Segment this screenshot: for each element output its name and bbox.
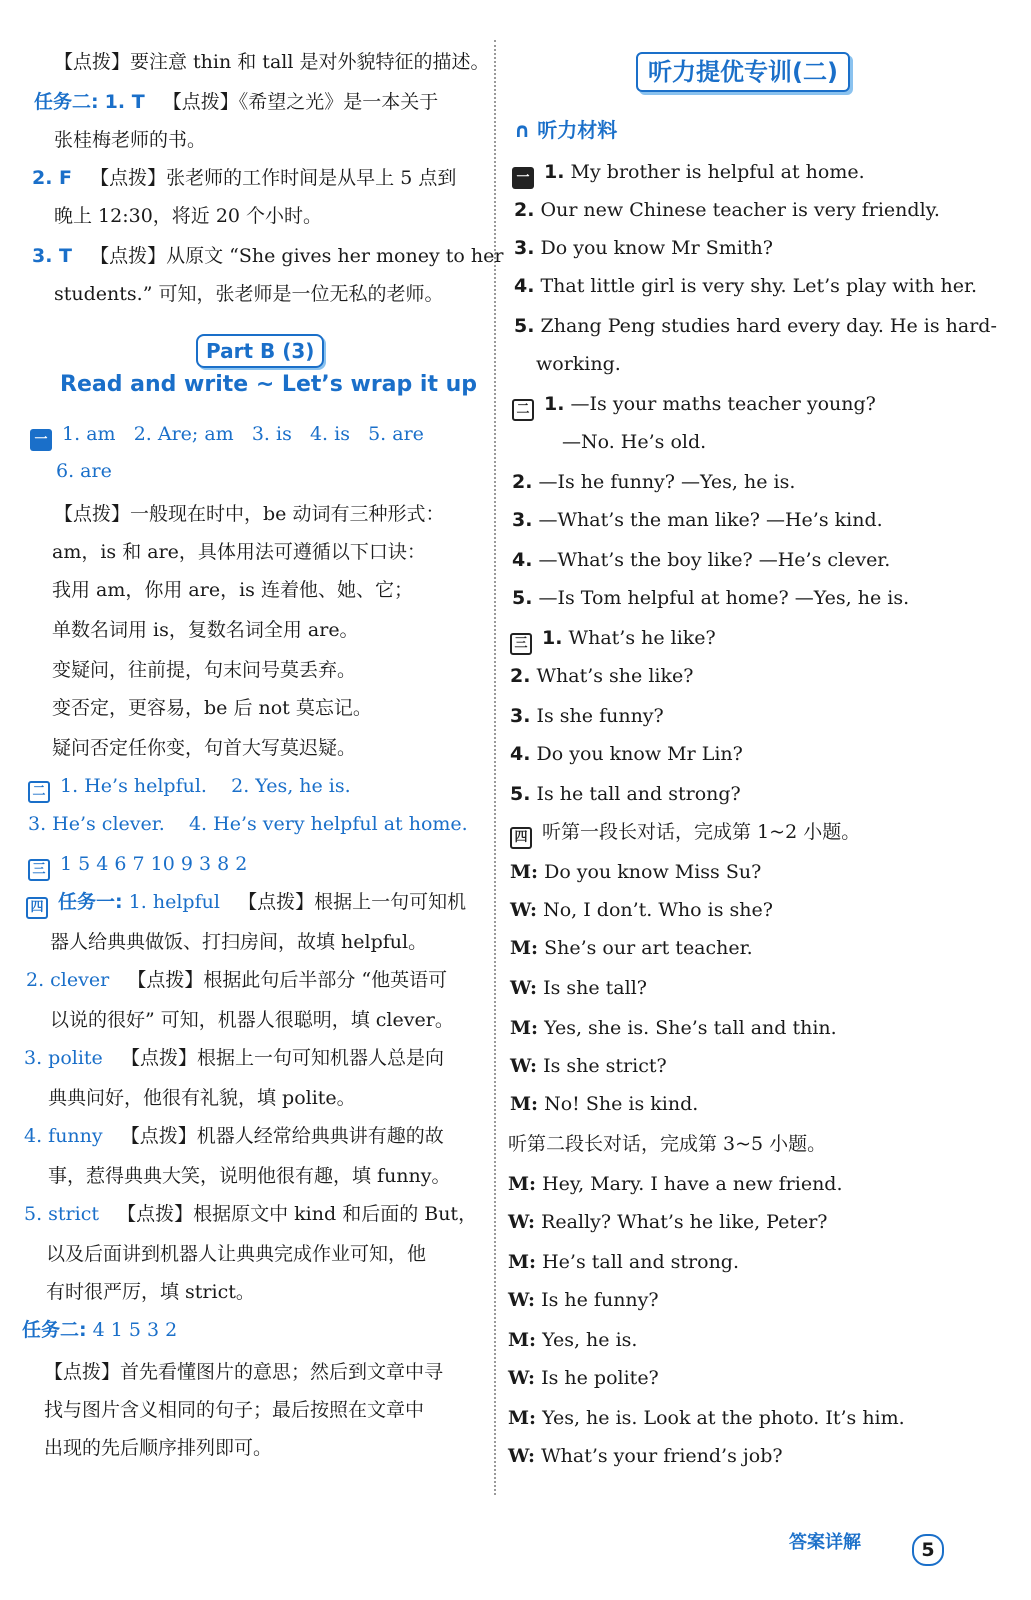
s4-intro: 听第一段长对话，完成第 1~2 小题。 — [542, 821, 861, 843]
s3-text: Do you know Mr Lin? — [536, 743, 743, 765]
q4-tip-3-cont: 典典问好，他很有礼貌，填 polite。 — [48, 1087, 356, 1109]
q4-tip-4-cont: 事，惹得典典大笑，说明他很有趣，填 funny。 — [48, 1165, 451, 1187]
tip-t2-2-cont: 晚上 12:30，将近 20 个小时。 — [54, 205, 323, 227]
task2-row-1 — [34, 88, 438, 116]
dialog2-line — [508, 1364, 659, 1392]
speaker: M: — [508, 1173, 537, 1195]
dialog1-line — [510, 1052, 667, 1080]
s2-item-3 — [512, 506, 883, 534]
speaker: W: — [508, 1211, 536, 1233]
s3-text: What’s he like? — [568, 627, 716, 649]
section-two-icon-right: 二 — [512, 399, 534, 421]
utterance: She’s our art teacher. — [544, 937, 753, 959]
q4-tip-3: 【点拨】根据上一句可知机器人总是向 — [120, 1047, 444, 1069]
s1-num: 2. — [514, 199, 535, 221]
utterance: No, I don’t. Who is she? — [543, 899, 773, 921]
q1-tip-6: 疑问否定任你变，句首大写莫迟疑。 — [52, 737, 357, 759]
utterance: Yes, he is. — [542, 1329, 638, 1351]
q4-tip-2-cont: 以说的很好” 可知，机器人很聪明，填 clever。 — [50, 1009, 454, 1031]
q4-tip-5: 【点拨】根据原文中 kind 和后面的 But， — [117, 1203, 478, 1225]
s1-text: That little girl is very shy. Let’s play with her. — [540, 275, 978, 297]
q4-tip-1-cont: 器人给典典做饭、打扫房间，故填 helpful。 — [50, 931, 428, 953]
dialog2-line — [508, 1248, 739, 1276]
dialog1-line — [510, 1090, 698, 1118]
speaker: M: — [510, 861, 539, 883]
q1-tip-3: 单数名词用 is，复数名词全用 are。 — [52, 619, 359, 641]
s1-item-2 — [514, 196, 940, 224]
q4-t2-tip-0: 【点拨】首先看懂图片的意思；然后到文章中寻 — [44, 1361, 444, 1383]
q1-tip-5: 变否定，更容易，be 后 not 莫忘记。 — [52, 697, 372, 719]
dialog2-line — [508, 1404, 905, 1432]
s3-num: 4. — [510, 743, 531, 765]
s1-item-3 — [514, 234, 773, 262]
s3-text: Is he tall and strong? — [536, 783, 741, 805]
q1-answers — [30, 420, 424, 451]
speaker: W: — [510, 899, 538, 921]
utterance: Do you know Miss Su? — [544, 861, 762, 883]
dialog1-line — [510, 974, 647, 1002]
dialog1-line — [510, 858, 761, 886]
q4-a3: 3. polite — [24, 1047, 103, 1069]
q4-tip-1: 【点拨】根据上一句可知机 — [238, 891, 467, 913]
dialog2-line — [508, 1326, 637, 1354]
q4-a5: 5. strict — [24, 1203, 99, 1225]
s3-item-2 — [510, 662, 693, 690]
s1-item-4 — [514, 272, 977, 300]
s2-item-5 — [512, 584, 909, 612]
tip-t2-3-cont: students.” 可知，张老师是一位无私的老师。 — [54, 283, 444, 305]
q4-row-2 — [26, 966, 447, 994]
section-four-icon-right: 四 — [510, 827, 532, 849]
s2-item-1-cont: —No. He’s old. — [562, 431, 707, 453]
s3-text: What’s she like? — [536, 665, 694, 687]
speaker: M: — [510, 1017, 539, 1039]
dialog1-line — [510, 896, 773, 924]
s2-item-1 — [512, 390, 876, 421]
q4-tip-2: 【点拨】根据此句后半部分 “他英语可 — [127, 969, 448, 991]
s1-num: 4. — [514, 275, 535, 297]
dialog2-line — [508, 1442, 783, 1470]
s1-num: 5. — [514, 315, 535, 337]
q1-a1: 1. am — [62, 423, 116, 445]
speaker: M: — [510, 937, 539, 959]
q2-a4: 4. He’s very helpful at home. — [188, 813, 468, 835]
speaker: W: — [508, 1445, 536, 1467]
dialog1-line — [510, 1014, 837, 1042]
s3-item-4 — [510, 740, 743, 768]
s1-num: 3. — [514, 237, 535, 259]
s1-item-5-cont: working. — [536, 353, 621, 375]
s2-num: 5. — [512, 587, 533, 609]
q2-a3: 3. He’s clever. — [28, 813, 165, 835]
s2-text: —What’s the man like? —He’s kind. — [538, 509, 883, 531]
task1-label: 任务一: — [58, 891, 123, 913]
utterance: Is she strict? — [543, 1055, 667, 1077]
dialog2-line — [508, 1208, 828, 1236]
s1-text: Our new Chinese teacher is very friendly. — [540, 199, 940, 221]
speaker: M: — [510, 1093, 539, 1115]
s1-item-5 — [514, 312, 997, 340]
q4-t2-tip-1: 找与图片含义相同的句子；最后按照在文章中 — [44, 1399, 425, 1421]
q4-tip-5-cont2: 有时很严厉，填 strict。 — [46, 1281, 255, 1303]
footer-logo: 答案详解 — [789, 1532, 861, 1553]
tip-line: 【点拨】要注意 thin 和 tall 是对外貌特征的描述。 — [54, 51, 490, 73]
q1-a5: 5. are — [368, 423, 424, 445]
utterance: No! She is kind. — [544, 1093, 699, 1115]
utterance: He’s tall and strong. — [542, 1251, 740, 1273]
q2-a1: 1. He’s helpful. — [60, 775, 207, 797]
speaker: W: — [508, 1367, 536, 1389]
s4-intro2: 听第二段长对话，完成第 3~5 小题。 — [508, 1133, 827, 1155]
utterance: Is he funny? — [541, 1289, 659, 1311]
q1-tip-2: 我用 am，你用 are，is 连着他、她、它； — [52, 579, 413, 601]
q1-a4: 4. is — [309, 423, 350, 445]
q4-row-5 — [24, 1200, 477, 1228]
page-number: 5 — [912, 1534, 944, 1566]
section-one-icon-right: 一 — [512, 167, 534, 189]
dialog2-line — [508, 1286, 659, 1314]
listening-material-label — [514, 114, 617, 143]
tip-t2-1-cont: 张桂梅老师的书。 — [54, 129, 207, 151]
q2-a2: 2. Yes, he is. — [231, 775, 351, 797]
s2-text: —Is he funny? —Yes, he is. — [538, 471, 796, 493]
s3-item-3 — [510, 702, 664, 730]
speaker: M: — [508, 1251, 537, 1273]
dialog2-line — [508, 1170, 843, 1198]
q4-t2-tip-2: 出现的先后顺序排列即可。 — [44, 1437, 273, 1459]
s1-item-1 — [512, 158, 865, 189]
s2-text: —Is your maths teacher young? — [570, 393, 876, 415]
q4-row-4 — [24, 1122, 444, 1150]
s3-num: 3. — [510, 705, 531, 727]
task2b-label: 任务二: — [22, 1319, 87, 1341]
tip-t2-1: 【点拨】《希望之光》是一本关于 — [162, 91, 439, 113]
s2-item-4 — [512, 546, 890, 574]
task2-row-2 — [32, 164, 456, 192]
s1-num: 1. — [544, 161, 565, 183]
q4-a1: 1. helpful — [128, 891, 220, 913]
q3-answers — [28, 850, 247, 881]
utterance: Is he polite? — [541, 1367, 659, 1389]
s2-num: 4. — [512, 549, 533, 571]
q1-tip-1: am，is 和 are，具体用法可遵循以下口诀： — [52, 541, 426, 563]
q1-a3: 3. is — [251, 423, 292, 445]
s1-text: Zhang Peng studies hard every day. He is hard- — [540, 315, 997, 337]
section-one-icon: 一 — [30, 429, 52, 451]
s1-text: Do you know Mr Smith? — [540, 237, 773, 259]
q2-answers-2 — [28, 810, 468, 838]
s3-text: Is she funny? — [536, 705, 664, 727]
utterance: Hey, Mary. I have a new friend. — [542, 1173, 843, 1195]
section-three-icon-right: 三 — [510, 633, 532, 655]
q1-a2: 2. Are; am — [133, 423, 234, 445]
listening-material-text: 听力材料 — [537, 118, 618, 142]
s2-item-2 — [512, 468, 795, 496]
utterance: What’s your friend’s job? — [541, 1445, 783, 1467]
listening-title: 听力提优专训(二) — [636, 52, 850, 92]
answer-t2-3: 3. T — [32, 245, 73, 267]
q4-tip-4: 【点拨】机器人经常给典典讲有趣的故 — [120, 1125, 444, 1147]
speaker: M: — [508, 1329, 537, 1351]
part-label: Part B (3) — [196, 334, 324, 368]
speaker: W: — [510, 977, 538, 999]
q4-t2-sequence: 4 1 5 3 2 — [92, 1319, 178, 1341]
q4-row-1 — [26, 888, 466, 919]
s2-num: 3. — [512, 509, 533, 531]
s4-intro-row — [510, 818, 860, 849]
utterance: Yes, she is. She’s tall and thin. — [544, 1017, 837, 1039]
q4-a4: 4. funny — [24, 1125, 103, 1147]
s3-num: 2. — [510, 665, 531, 687]
q3-sequence: 1 5 4 6 7 10 9 3 8 2 — [60, 853, 248, 875]
q4-task2 — [22, 1316, 177, 1344]
speaker: M: — [508, 1407, 537, 1429]
q4-row-3 — [24, 1044, 444, 1072]
section-four-icon: 四 — [26, 897, 48, 919]
q1-tip-0: 【点拨】一般现在时中，be 动词有三种形式： — [54, 503, 445, 525]
section-two-icon: 二 — [28, 781, 50, 803]
s3-num: 5. — [510, 783, 531, 805]
headphones-icon: ∩ — [514, 118, 531, 142]
utterance: Is she tall? — [543, 977, 647, 999]
q2-answers-1 — [28, 772, 351, 803]
q4-a2: 2. clever — [26, 969, 110, 991]
utterance: Really? What’s he like, Peter? — [541, 1211, 828, 1233]
section-three-icon: 三 — [28, 859, 50, 881]
speaker: W: — [508, 1289, 536, 1311]
s2-num: 1. — [544, 393, 565, 415]
answer-t2-2: 2. F — [32, 167, 73, 189]
s2-text: —What’s the boy like? —He’s clever. — [538, 549, 891, 571]
s3-item-1 — [510, 624, 716, 655]
utterance: Yes, he is. Look at the photo. It’s him. — [542, 1407, 905, 1429]
speaker: W: — [510, 1055, 538, 1077]
tip-t2-2: 【点拨】张老师的工作时间是从早上 5 点到 — [90, 167, 457, 189]
task2-label: 任务二: — [34, 91, 99, 113]
s2-text: —Is Tom helpful at home? —Yes, he is. — [538, 587, 910, 609]
s3-item-5 — [510, 780, 741, 808]
s1-text: My brother is helpful at home. — [570, 161, 865, 183]
s3-num: 1. — [542, 627, 563, 649]
section-title: Read and write ~ Let’s wrap it up — [60, 372, 478, 397]
dialog1-line — [510, 934, 753, 962]
q4-tip-5-cont1: 以及后面讲到机器人让典典完成作业可知，他 — [46, 1243, 427, 1265]
task2-row-3 — [32, 242, 503, 270]
s2-num: 2. — [512, 471, 533, 493]
q1-tip-4: 变疑问，往前提，句末问号莫丢弃。 — [52, 659, 357, 681]
answer-t2-1: 1. T — [104, 91, 145, 113]
tip-t2-3: 【点拨】从原文 “She gives her money to her — [90, 245, 504, 267]
q1-a6: 6. are — [56, 460, 112, 482]
